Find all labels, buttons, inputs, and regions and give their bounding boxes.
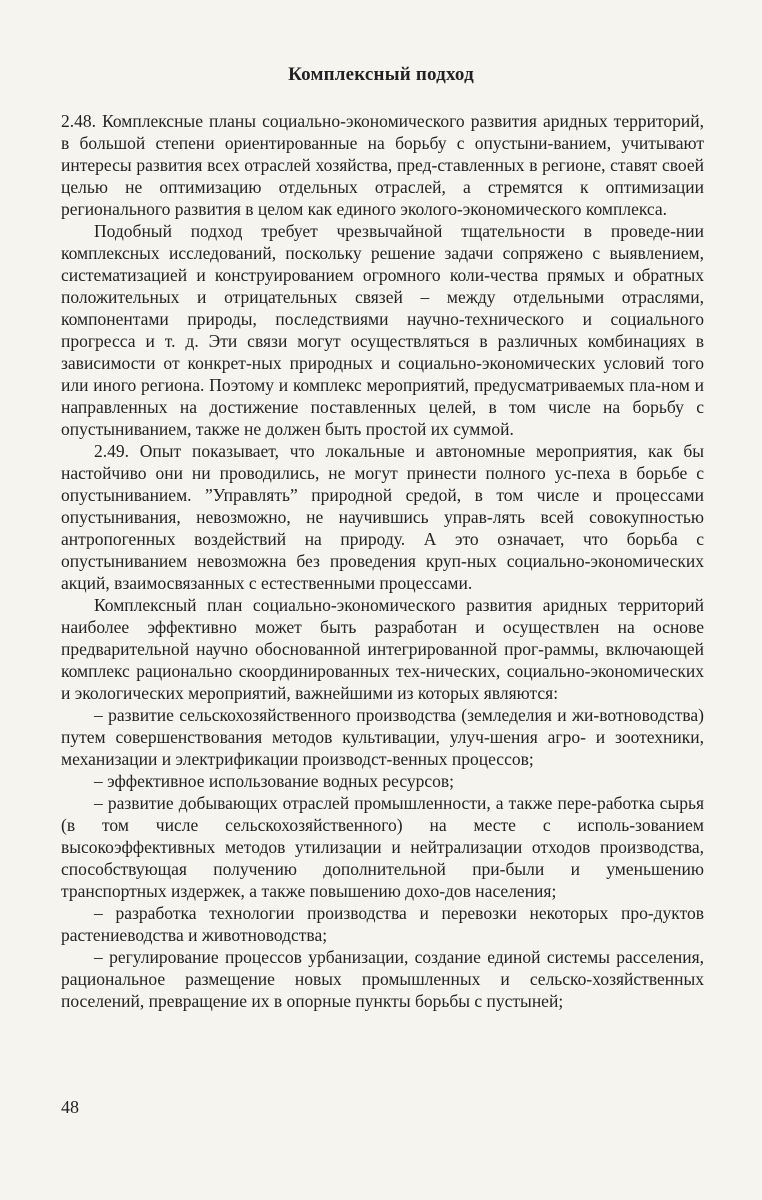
- paragraph: Комплексный план социально-экономического развития аридных территорий наиболее эффективно может быть разработан и осуществлен на основе предварительной научно обоснованной интегрированной прог-раммы, включающей комплекс рационально скоординированных тех-нических, социально-экономических и экологических мероприятий, важнейшими из которых являются:: [61, 595, 704, 703]
- body-text: [61, 110, 704, 1012]
- list-item: – развитие добывающих отраслей промышленности, а также пере-работка сырья (в том числе сельскохозяйственного) на месте с исполь-зованием высокоэффективных методов утилизации и нейтрализации отходов производства, способствующая получению дополнительной при-были и уменьшению транспортных издержек, а также повышению дохо-дов населения;: [61, 793, 704, 901]
- list-item: – разработка технологии производства и перевозки некоторых про-дуктов растениеводства и животноводства;: [61, 903, 704, 945]
- paragraph-2-49: 2.49. Опыт показывает, что локальные и автономные мероприятия, как бы настойчиво они ни проводились, не могут принести полного ус-пеха в борьбе с опустыниванием. ”Управлять” природной средой, в том числе и процессами опустынивания, невозможно, не научившись управ-лять всей совокупностью антропогенных воздействий на природу. А это означает, что борьба с опустыниванием невозможна без проведения круп-ных социально-экономических акций, взаимосвязанных с естественными процессами.: [61, 441, 704, 593]
- paragraph: Подобный подход требует чрезвычайной тщательности в проведе-нии комплексных исследований, поскольку решение задачи сопряжено с выявлением, систематизацией и конструированием огромного коли-чества прямых и обратных положительных и отрицательных связей – между отдельными отраслями, компонентами природы, последствиями научно-технического и социального прогресса и т. д. Эти связи могут осуществляться в различных комбинациях в зависимости от конкрет-ных природных и социально-экономических условий того или иного региона. Поэтому и комплекс мероприятий, предусматриваемых пла-ном и направленных на достижение поставленных целей, в том числе на борьбу с опустыниванием, также не должен быть простой их суммой.: [61, 221, 704, 439]
- page-number: 48: [61, 1097, 79, 1117]
- list-item: – эффективное использование водных ресурсов;: [94, 771, 455, 791]
- list-item: – развитие сельскохозяйственного производства (земледелия и жи-вотноводства) путем совершенствования методов культивации, улуч-шения агро- и зоотехники, механизации и электрификации производст-венных процессов;: [61, 705, 704, 769]
- page-title: Комплексный подход: [288, 64, 474, 85]
- list-item: – регулирование процессов урбанизации, создание единой системы расселения, рациональное размещение новых промышленных и сельско-хозяйственных поселений, превращение их в опорные пункты борьбы с пустыней;: [61, 947, 704, 1011]
- paragraph-2-48: 2.48. Комплексные планы социально-экономического развития аридных территорий, в большой степени ориентированные на борьбу с опустыни-ванием, учитывают интересы развития всех отраслей хозяйства, пред-ставленных в регионе, ставят своей целью не оптимизацию отдельных отраслей, а стремятся к оптимизации регионального развития в целом как единого эколого-экономического комплекса.: [61, 111, 704, 219]
